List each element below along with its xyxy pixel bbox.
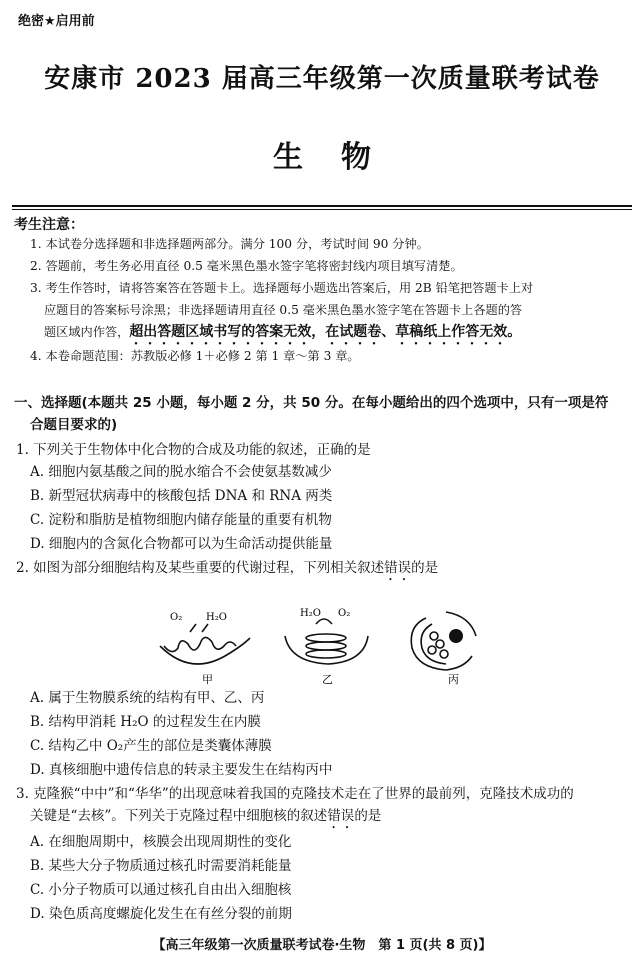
question-3-option-b: B. 某些大分子物质通过核孔时需要消耗能量	[30, 858, 292, 874]
jia-o2-label: O₂	[170, 612, 183, 623]
question-2-stem-a: 2. 如图为部分细胞结构及某些重要的代谢过程，下列相关叙述	[16, 560, 385, 576]
question-3-option-a: A. 在细胞周期中，核膜会出现周期性的变化	[30, 834, 292, 850]
nucleus-diagram	[411, 612, 476, 670]
notice-item-1: 1. 本试卷分选择题和非选择题两部分。满分 100 分，考试时间 90 分钟。	[30, 237, 429, 251]
yi-h2o-label: H₂O	[300, 608, 321, 619]
mitochondrion-diagram	[160, 624, 250, 664]
notice-item-4: 4. 本卷命题范围：苏教版必修 1＋必修 2 第 1 章～第 3 章。	[30, 349, 360, 363]
question-3-option-d: D. 染色质高度螺旋化发生在有丝分裂的前期	[30, 906, 292, 922]
notice-item-2: 2. 答题前，考生务必用直径 0.5 毫米黑色墨水签字笔将密封线内项目填写清楚。	[30, 259, 463, 273]
section-heading-line1: 一、选择题(本题共 25 小题，每小题 2 分，共 50 分。在每小题给出的四个选项中，只有一项是符	[14, 395, 609, 411]
question-2-option-c: C. 结构乙中 O₂产生的部位是类囊体薄膜	[30, 738, 272, 754]
nucleolus-dot	[449, 629, 463, 643]
confidential-label: 绝密★启用前	[18, 14, 95, 29]
notice-heading: 考生注意：	[14, 217, 84, 233]
question-1-option-d: D. 细胞内的含氮化合物都可以为生命活动提供能量	[30, 536, 333, 552]
question-3-stem-line2	[30, 806, 630, 832]
question-1-option-c: C. 淀粉和脂肪是植物细胞内储存能量的重要有机物	[30, 512, 332, 528]
figure-label-jia: 甲	[202, 673, 213, 686]
notice-item-3: 3. 考生作答时，请将答案答在答题卡上。选择题每小题选出答案后，用 2B 铅笔把答题卡上对	[30, 281, 534, 295]
question-2-option-b: B. 结构甲消耗 H₂O 的过程发生在内膜	[30, 714, 261, 730]
exam-title: 安康市 2023 届高三年级第一次质量联考试卷	[44, 64, 600, 94]
question-3-emph: 错误	[327, 808, 355, 824]
question-1-option-a: A. 细胞内氨基酸之间的脱水缩合不会使氨基数减少	[30, 464, 332, 480]
page-footer: 【高三年级第一次质量联考试卷·生物 第 1 页(共 8 页)】	[152, 938, 492, 953]
question-1-option-b: B. 新型冠状病毒中的核酸包括 DNA 和 RNA 两类	[30, 488, 333, 504]
divider-thick	[12, 205, 632, 207]
subject-title: 生物	[273, 140, 409, 175]
question-3-stem-a: 关键是“去核”。下列关于克隆过程中细胞核的叙述	[30, 808, 328, 824]
yi-o2-label: O₂	[338, 608, 351, 619]
question-3-stem-line1: 3. 克隆猴“中中”和“华华”的出现意味着我国的克隆技术走在了世界的最前列，克隆技术成功的	[16, 786, 574, 802]
question-2-option-d: D. 真核细胞中遗传信息的转录主要发生在结构丙中	[30, 762, 333, 778]
question-3-option-c: C. 小分子物质可以通过核孔自由出入细胞核	[30, 882, 292, 898]
question-2-emph: 错误	[384, 560, 412, 576]
notice-item-3-cont: 应题目的答案标号涂黑；非选择题请用直径 0.5 毫米黑色墨水签字笔在答题卡上各题的答	[44, 303, 523, 317]
question-2-stem-b: 的是	[411, 560, 439, 576]
jia-h2o-label: H₂O	[206, 612, 227, 623]
question-2-option-a: A. 属于生物膜系统的结构有甲、乙、丙	[30, 690, 265, 706]
notice-item-3-lead: 题区域内作答，	[44, 325, 130, 339]
section-heading-line2: 合题目要求的)	[30, 417, 118, 433]
divider-thin	[12, 209, 632, 210]
question-2-stem	[16, 558, 632, 584]
chloroplast-diagram	[285, 619, 368, 664]
notice-item-3-cont2	[44, 322, 634, 348]
figure-label-yi: 乙	[322, 673, 333, 686]
question-3-stem-b: 的是	[354, 808, 382, 824]
notice-warning: 超出答题区域书写的答案无效，在试题卷、草稿纸上作答无效。	[129, 324, 522, 340]
figure-label-bing: 丙	[448, 673, 459, 686]
section-heading	[14, 392, 632, 436]
organelle-figure	[150, 596, 490, 688]
question-1-stem: 1. 下列关于生物体中化合物的合成及功能的叙述，正确的是	[16, 442, 371, 458]
